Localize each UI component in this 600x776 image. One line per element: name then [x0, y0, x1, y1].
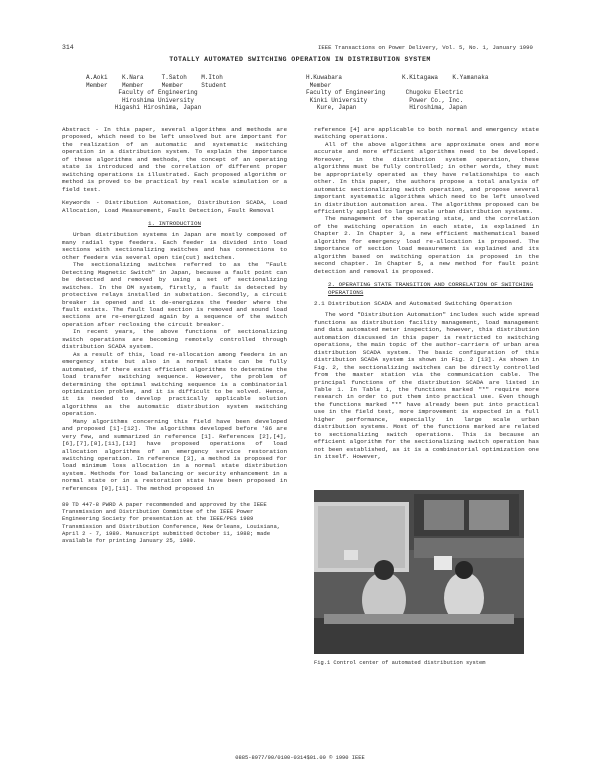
paragraph: The management of the operating state, and the correlation of the switching operation in each state, is explained in Chapter 2. In Chapter 3, a new efficient mathematical based algorithm for emergency load re-allocation is proposed. The importance of section load measurement is explained and its algorithm based on switching operation is proposed in the second chapter. In Chapter 5, a new method for fault point detection and removal is proposed. — [314, 215, 539, 275]
paragraph: reference [4] are applicable to both normal and emergency state switching operations. — [314, 126, 539, 141]
control-center-photo-graphic — [314, 490, 524, 654]
footnote: 89 TD 447-8 PWRD A paper recommended and approved by the IEEE Transmission and Distribution Committee of the IEEE Power Engineering Society for presentation at the IEEE/PES 1989 Transmission and Distribution Conference, New Orleans, Louisiana, April 2 - 7, 1989. Manuscript submitted October 11, 1988; made available for printing January 25, 1989. — [62, 501, 281, 545]
paragraph: As a result of this, load re-allocation among feeders in an emergency state but also in a normal state can be fully automated, if there exist efficient algorithms to determine the load transfer switching sequence. However, the problem of determining the optimal switching sequence is a combinatorial optimization problem, and it is difficult to be solved. Hence, it is needed to develop practically applicable solution algorithms as the automatic distribution system switching operation. — [62, 350, 287, 418]
paragraph: Urban distribution systems in Japan are mostly composed of many radial type feeders. Each feeder is divided into load sections with sectionalizing switches and has connections to other feeders via several open tie(cut) switches. — [62, 231, 287, 261]
copyright-line: 0885-8977/90/0100-0314$01.00 © 1990 IEEE — [235, 755, 365, 761]
subsection-heading-2-1: 2.1 Distribution SCADA and Automated Switching Operation — [314, 299, 512, 307]
abstract: Abstract - In this paper, several algorithms and methods are proposed, which need to be left unsolved but are important for the realization of an automatic and systematic switching operation in a distribution system. To explain the importance of these algorithms and methods, the concept of an operating state is introduced and the correlation of different proper switching operations is illustrated. Each proposed algorithm or method is proved to be practical by real scale simulation or a field test. — [62, 126, 287, 193]
paper-title: TOTALLY AUTOMATED SWITCHING OPERATION IN DISTRIBUTION SYSTEM — [169, 56, 431, 63]
paragraph: The sectionalizing switches referred to as the "Fault Detecting Magnetic Switch" in Japan, because a fault point can be detected and removed by using a set of sectionalizing switches. In the DM system, firstly, a fault is detected by protective relays installed in substation. Secondly, a circuit breaker is opened and it de-energizes the feeder where the fault exists. The fault load section is removed and sound load sections are re-energized again by a sequence of the switch operation after reclosing the circuit breaker. — [62, 261, 287, 328]
author-group-kinki: H.Kuwabara Member Faculty of Engineering Kinki University Kure, Japan — [306, 74, 386, 112]
paragraph: Many algorithms concerning this field have been developed and proposed [1]-[12]. The algorithms developed before '86 are very few, and summarized in reference [1]. References [2],[4],[6],[7],[8],[11],[12] have proposed operations of load allocation algorithms of an emergency service restoration switching operation. In reference [3], a method is proposed for load minimum loss allocation in a normal state distribution system. Methods for load balancing or security enhancement in a normal state or in a restoration state have been proposed in references [9],[11]. The method proposed in — [62, 417, 287, 492]
figure-caption: Fig.1 Control center of automated distribution system — [314, 660, 486, 666]
keywords: Keywords - Distribution Automation, Distribution SCADA, Load Allocation, Load Measurement, Fault Detection, Fault Removal — [62, 199, 287, 214]
author-group-chugoku: K.Kitagawa K.Yamanaka Chugoku Electric Power Co., Inc. Hiroshima, Japan — [402, 74, 489, 112]
right-column — [314, 126, 539, 484]
paragraph: The word "Distribution Automation" includes such wide spread functions as distribution facility management, load management and data automated meter inspection, however, this distribution automation discussed in this paper is restricted to switching operations, the main topic of the author-carriers of urban area distribution SCADA system. The basic configuration of this distribution SCADA system is shown in Fig. 2 [13]. As shown in Fig. 2, the sectionalizing switches can be directly controlled from the master station via the communication cable. The principal functions of the distribution SCADA are listed in Table 1. In Table 1, the functions marked "*" require more research in order to put them into practical use. Even though the functions marked "*" have already been put into practical use in the field test, more improvement is expected in a full higher performance, especially in large scale urban distribution systems. Most of the functions marked are related to sectionalizing switch operations. This is because an efficient algorithm for the sectionalizing switch operation has not been established, as it is a combinatorial optimization one in itself. However, — [314, 311, 539, 461]
journal-header: IEEE Transactions on Power Delivery, Vol. 5, No. 1, January 1990 — [318, 44, 533, 51]
page-number: 314 — [62, 44, 74, 51]
section-heading-2: 2. OPERATING STATE TRANSITION AND CORRELATION OF SWITCHING OPERATIONS — [328, 281, 534, 296]
section-heading-introduction: 1. INTRODUCTION — [147, 219, 202, 227]
paragraph: In recent years, the above functions of sectionalizing switch operations are becoming remotely controlled through distribution SCADA system. — [62, 328, 287, 351]
control-center-photo — [314, 490, 524, 654]
paragraph: All of the above algorithms are approximate ones and more accurate and more efficient algorithms need to be developed. Moreover, in the distribution system operation, these algorithms must be fully controlled; in other words, they must be appropriately operated as they have relationships to each other. In this paper, the authors propose a total analysis of automatic sectionalizing switch operation, and propose several important systematic algorithms which need to be left unsolved in distribution automation area. The algorithms proposed can be efficiently applied to large scale urban distribution systems. — [314, 140, 539, 215]
author-group-hiroshima: A.Aoki K.Nara T.Satoh M.Itoh Member Member Member Student Faculty of Engineering Hiroshima University Higashi Hiroshima, Japan — [86, 74, 227, 112]
left-column — [62, 126, 287, 498]
